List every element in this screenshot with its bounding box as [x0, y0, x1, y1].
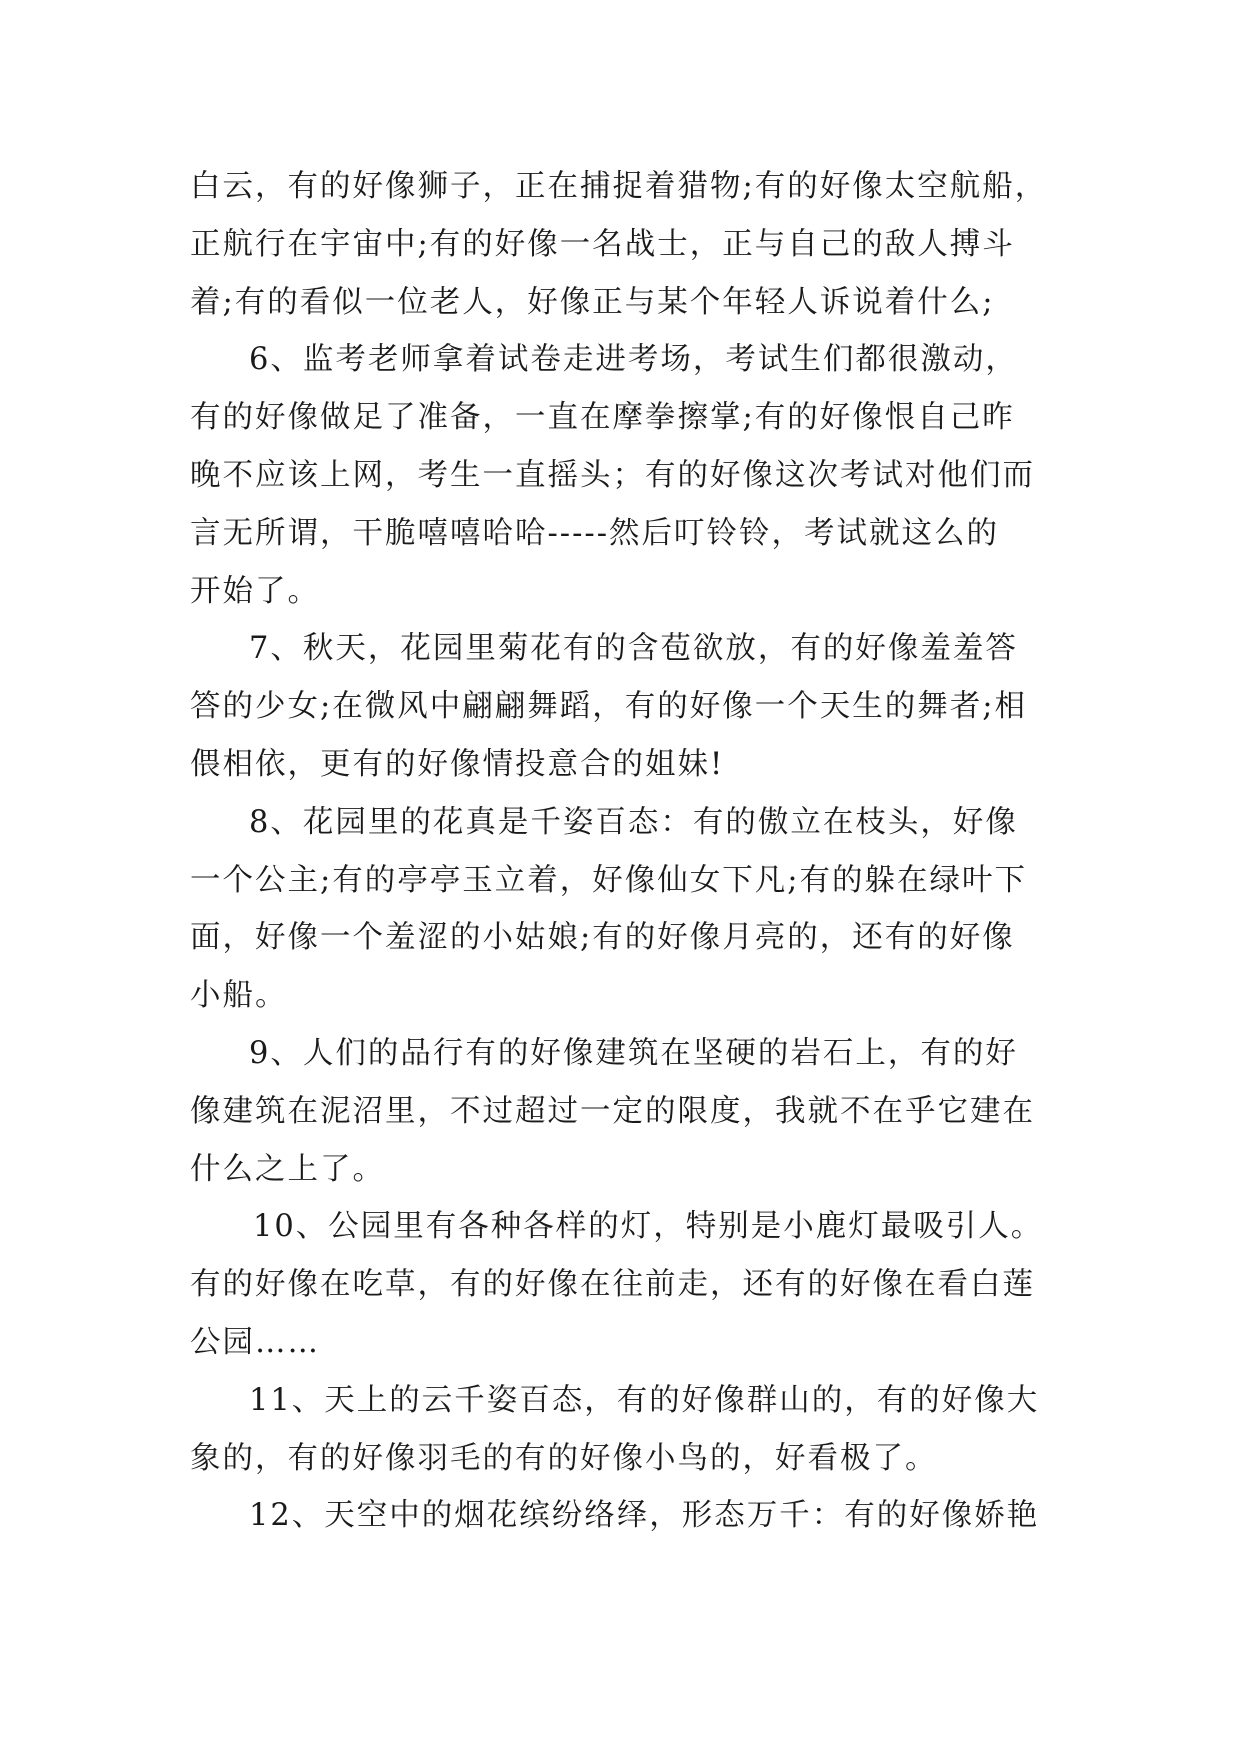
paragraph-7: [190, 620, 1050, 793]
paragraph-8: [190, 794, 1050, 1025]
text-line: 11、天上的云千姿百态，有的好像群山的，有的好像大: [249, 1382, 1040, 1418]
text-line: 像建筑在泥沼里，不过超过一定的限度，我就不在乎它建在: [190, 1093, 1035, 1129]
text-line: 晚不应该上网，考生一直摇头；有的好像这次考试对他们而: [190, 457, 1035, 493]
text-line: 言无所谓，干脆嘻嘻哈哈-----然后叮铃铃，考试就这么的: [190, 515, 1000, 551]
text-line: 公园……: [190, 1324, 320, 1360]
text-line: 有的好像做足了准备，一直在摩拳擦掌;有的好像恨自己昨: [190, 400, 1015, 436]
text-line: 开始了。: [190, 573, 320, 609]
text-line: 偎相依，更有的好像情投意合的姐妹!: [190, 746, 725, 782]
text-line: 8、花园里的花真是千姿百态：有的傲立在枝头，好像: [249, 804, 1018, 840]
text-line: 答的少女;在微风中翩翩舞蹈，有的好像一个天生的舞者;相: [190, 689, 1028, 725]
text-line: 6、监考老师拿着试卷走进考场，考试生们都很激动，: [249, 342, 1018, 378]
paragraph-9: [190, 1025, 1050, 1198]
paragraph-10: [190, 1198, 1050, 1371]
text-line: 小船。: [190, 978, 288, 1014]
paragraph-12: [190, 1487, 1050, 1545]
text-line: 正航行在宇宙中;有的好像一名战士，正与自己的敌人搏斗: [190, 226, 1015, 262]
paragraph-continuation: [190, 158, 1050, 331]
paragraph-11: [190, 1372, 1050, 1488]
text-line: 9、人们的品行有的好像建筑在坚硬的岩石上，有的好: [249, 1035, 1018, 1071]
text-line: 10、公园里有各种各样的灯，特别是小鹿灯最吸引人。: [253, 1209, 1044, 1245]
text-line: 12、天空中的烟花缤纷络绎，形态万千：有的好像娇艳: [249, 1498, 1040, 1534]
text-line: 一个公主;有的亭亭玉立着，好像仙女下凡;有的躲在绿叶下: [190, 862, 1028, 898]
text-line: 有的好像在吃草，有的好像在往前走，还有的好像在看白莲: [190, 1267, 1035, 1303]
document-body: [190, 158, 1050, 1545]
text-line: 7、秋天，花园里菊花有的含苞欲放，有的好像羞羞答: [249, 631, 1018, 667]
text-line: 面，好像一个羞涩的小姑娘;有的好像月亮的，还有的好像: [190, 920, 1015, 956]
text-line: 着;有的看似一位老人，好像正与某个年轻人诉说着什么;: [190, 284, 995, 320]
text-line: 象的，有的好像羽毛的有的好像小鸟的，好看极了。: [190, 1440, 938, 1476]
text-line: 白云，有的好像狮子，正在捕捉着猎物;有的好像太空航船，: [190, 169, 1048, 204]
paragraph-6: [190, 331, 1050, 620]
text-line: 什么之上了。: [190, 1151, 385, 1187]
